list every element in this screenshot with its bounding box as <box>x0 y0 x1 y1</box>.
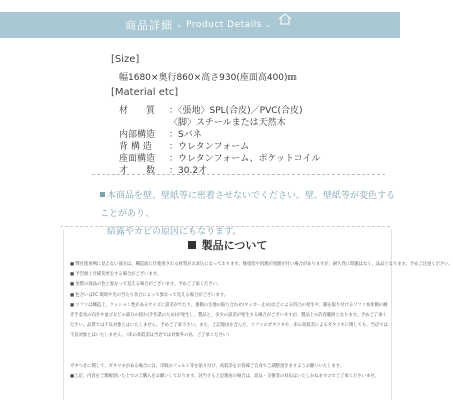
section-divider <box>60 226 390 227</box>
square-bullet-icon <box>188 241 196 249</box>
material-row-value: ：〈張地〉SPL(合皮)／PVC(合皮) <box>169 106 303 116</box>
notice-line: ガタつきに関して、ガタツキがある場合には、市販のフェルト等を貼り付け、高低差をお客様ご自身でご調整頂きますようお願いいたします。 <box>70 363 345 369</box>
section-divider <box>92 174 385 175</box>
square-bullet-icon <box>100 192 105 197</box>
note-line: 結露やカビの原因にもなります。 <box>107 227 242 237</box>
notice-line: ■ 予告無く仕様変更をする場合がございます。 <box>70 272 162 278</box>
notice-line: ■ 実際の商品の色と異なって見える場合がございます。予めご了承ください。 <box>70 282 222 288</box>
header-title: 商品詳細 <box>125 19 174 32</box>
notice-line: ■ 弊社使用例に見えない部分は、構造面に仕使用される材質がお求込になっております。無塗装や処理が処理が甘い場合がありますが、耐久性に問題はなく、品品となります。予めご注意ください。 <box>70 262 453 267</box>
product-details-header <box>0 12 400 38</box>
notice-line: ■ 色合いはFC 環境や光の当たり具合によって異なって見える場合がございます。 <box>70 292 229 298</box>
material-row-value: 〈脚〉スチールまたは天然木 <box>169 118 286 128</box>
note-line: 本商品を壁、壁紙等に密着させないでください。壁、壁紙等が変色することがあり、 <box>100 191 396 219</box>
house-outline-icon <box>278 13 292 25</box>
product-notice-heading: 製品について <box>201 239 268 252</box>
material-row-key: 内部構造 <box>119 130 156 140</box>
notice-line: ■ ソファは構造上、クッション性があるサイズに誤差がでたり、裏側の生地の貼り合わせ(タッカー止め)などによる凹凸の発生や、脚を取り付けるソファ本体側の継ぎ手金具の向きや並びなどの部分の揺れ(手作業のため)が発生し、製品と、多少の誤差が発生する場合がございますが、製品上の許容範囲となります。予めご了承ください。品質では不良対象とはいたしません。予めご了承下さい。また、上記理由を含んだ、ソファのガタツキや、床の高低差によるガタツキに関しても、当店では不良対象とはいたしません。（床の高低差は当店では対象外の為、ご了承ください） <box>70 302 388 339</box>
product-notice-lines <box>70 260 453 392</box>
material-row-value: ：ウレタンフォーム、ポケットコイル <box>169 154 321 164</box>
material-row-key: 材 質 <box>119 106 156 116</box>
material-row-key: 座面構造 <box>119 154 156 164</box>
size-value: 幅1680×奥行860×高さ930(座面高400)㎜ <box>119 73 297 83</box>
material-row-key: 背 構 造 <box>119 142 152 152</box>
notice-line: ■上記、内容をご理解頂いた上でのご購入をお願いしております。該当する上記理由の場合は、返品・交換等の対応はいたしかねますのでご了承くださいませ。 <box>70 374 379 380</box>
header-separator: - <box>177 18 183 32</box>
material-row-value: ：30.2才 <box>169 166 208 176</box>
product-notice-title <box>64 236 391 254</box>
material-row-value: ：ウレタンフォーム <box>169 142 250 152</box>
size-heading: [Size] <box>111 54 140 65</box>
header-subtitle: Product Details <box>186 20 262 30</box>
product-notice-box <box>63 230 453 400</box>
header-trail: - <box>265 18 271 32</box>
material-row-value: ：Sバネ <box>169 130 202 140</box>
material-heading: [Material etc] <box>111 87 179 98</box>
material-row-key: 才 数 <box>119 166 156 176</box>
